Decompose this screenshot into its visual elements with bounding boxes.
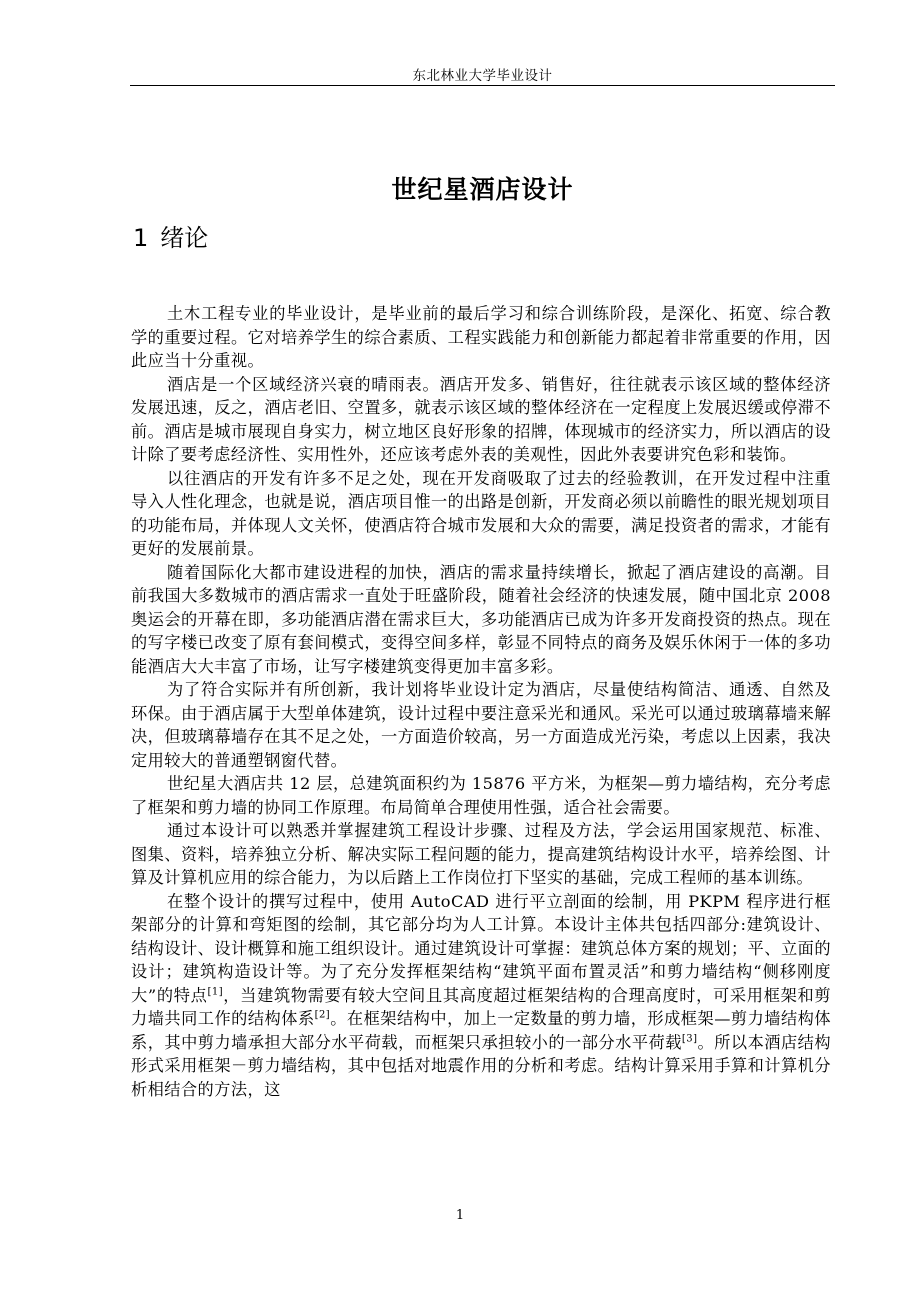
paragraph: 为了符合实际并有所创新，我计划将毕业设计定为酒店，尽量使结构简洁、通透、自然及环保。由于酒店属于大型单体建筑，设计过程中要注意采光和通风。采光可以通过玻璃幕墙来解决，但玻璃幕墙存在其不足之处，一方面造价较高，另一方面造成光污染，考虑以上因素，我决定用较大的普通塑钢窗代替。 bbox=[131, 680, 831, 770]
paragraph: 随着国际化大都市建设进程的加快，酒店的需求量持续增长，掀起了酒店建设的高潮。目前我国大多数城市的酒店需求一直处于旺盛阶段，随着社会经济的快速发展，随中国北京 2008 奥运会的开幕在即，多功能酒店潜在需求巨大，多功能酒店已成为许多开发商投资的热点。现在的写字楼已改变了原有套间模式，变得空间多样，彰显不同特点的商务及娱乐休闲于一体的多功能酒店大大丰富了市场，让写字楼建筑变得更加丰富多彩。 bbox=[131, 562, 831, 676]
section-number: 1 bbox=[133, 224, 149, 252]
page-number: 1 bbox=[455, 1208, 465, 1223]
running-header: 东北林业大学毕业设计 bbox=[412, 68, 553, 84]
paragraph bbox=[131, 890, 831, 1102]
paragraph: 通过本设计可以熟悉并掌握建筑工程设计步骤、过程及方法，学会运用国家规范、标准、图集、资料，培养独立分析、解决实际工程问题的能力，提高建筑结构设计水平，培养绘图、计算及计算机应用的综合能力，为以后踏上工作岗位打下坚实的基础，完成工程师的基本训练。 bbox=[131, 821, 831, 887]
body-text bbox=[131, 302, 831, 1101]
citation-ref: [1] bbox=[207, 986, 224, 998]
paragraph: 酒店是一个区域经济兴衰的晴雨表。酒店开发多、销售好，往往就表示该区域的整体经济发展迅速，反之，酒店老旧、空置多，就表示该区域的整体经济在一定程度上发展迟缓或停滞不前。酒店是城市展现自身实力，树立地区良好形象的招牌，体现城市的经济实力，所以酒店的设计除了要考虑经济性、实用性外，还应该考虑外表的美观性，因此外表要讲究色彩和装饰。 bbox=[131, 374, 831, 464]
paragraph-text: ，当建筑物需要有较大空间且其高度超过框架结构的合理高度时，可采用框架和剪力墙共同工作的结构体系 bbox=[131, 985, 831, 1028]
paragraph-text: 在整个设计的撰写过程中，使用 AutoCAD 进行平立剖面的绘制，用 PKPM 程序进行框架部分的计算和弯矩图的绘制，其它部分均为人工计算。本设计主体共包括四部分:建筑设计、结构设计、设计概算和施工组织设计。通过建筑设计可掌握：建筑总体方案的规划；平、立面的设计；建筑构造设计等。为了充分发挥框架结构“建筑平面布置灵活”和剪力墙结构“侧移刚度大”的特点 bbox=[131, 891, 831, 1005]
citation-ref: [3] bbox=[681, 1033, 698, 1045]
header-divider bbox=[130, 85, 835, 86]
section-title: 绪论 bbox=[160, 224, 209, 252]
document-title: 世纪星酒店设计 bbox=[391, 175, 574, 204]
paragraph-text: 。在框架结构中，加上一定数量的剪力墙，形成框架—剪力墙结构体系，其中剪力墙承担大部分水平荷载，而框架只承担较小的一部分水平荷载 bbox=[131, 1009, 831, 1052]
citation-ref: [2] bbox=[314, 1009, 331, 1021]
section-heading bbox=[133, 218, 208, 253]
paragraph: 世纪星大酒店共 12 层，总建筑面积约为 15876 平方米，为框架—剪力墙结构，充分考虑了框架和剪力墙的协同工作原理。布局简单合理使用性强，适合社会需要。 bbox=[131, 774, 831, 817]
paragraph: 以往酒店的开发有许多不足之处，现在开发商吸取了过去的经验教训，在开发过程中注重导入人性化理念，也就是说，酒店项目惟一的出路是创新，开发商必须以前瞻性的眼光规划项目的功能布局，并体现人文关怀，使酒店符合城市发展和大众的需要，满足投资者的需求，才能有更好的发展前景。 bbox=[131, 468, 831, 558]
paragraph-text: 。所以本酒店结构形式采用框架－剪力墙结构，其中包括对地震作用的分析和考虑。结构计算采用手算和计算机分析相结合的方法，这 bbox=[131, 1032, 831, 1099]
paragraph: 土木工程专业的毕业设计，是毕业前的最后学习和综合训练阶段，是深化、拓宽、综合教学的重要过程。它对培养学生的综合素质、工程实践能力和创新能力都起着非常重要的作用，因此应当十分重视。 bbox=[131, 304, 831, 370]
